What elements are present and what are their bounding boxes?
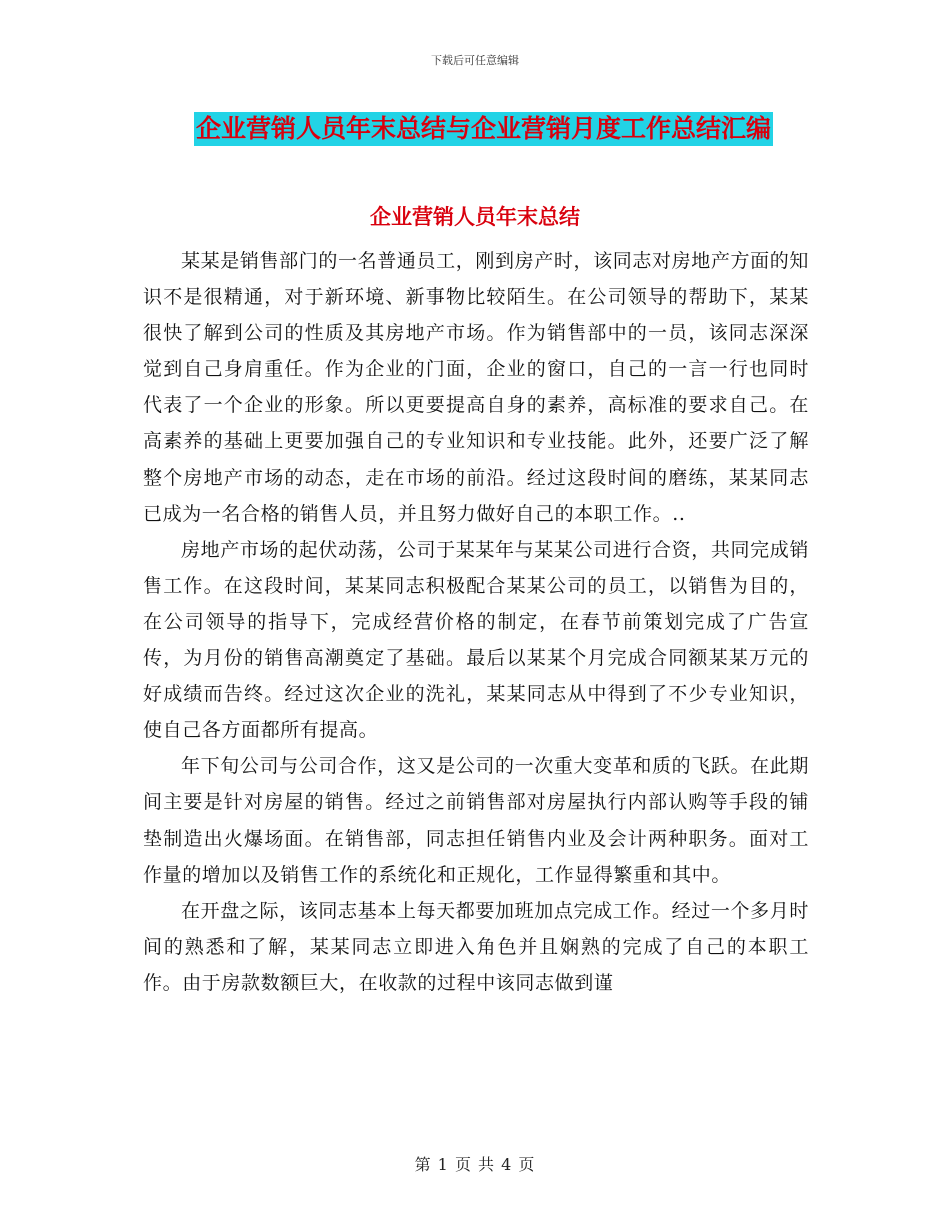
document-body [143, 243, 809, 1001]
body-paragraph: 房地产市场的起伏动荡，公司于某某年与某某公司进行合资，共同完成销售工作。在这段时间，某某同志积极配合某某公司的员工，以销售为目的，在公司领导的指导下，完成经营价格的制定，在春节前策划完成了广告宣传，为月份的销售高潮奠定了基础。最后以某某个月完成合同额某某万元的好成绩而告终。经过这次企业的洗礼，某某同志从中得到了不少专业知识，使自己各方面都所有提高。 [143, 538, 809, 742]
body-paragraph: 某某是销售部门的一名普通员工，刚到房产时，该同志对房地产方面的知识不是很精通，对于新环境、新事物比较陌生。在公司领导的帮助下，某某很快了解到公司的性质及其房地产市场。作为销售部中的一员，该同志深深觉到自己身肩重任。作为企业的门面，企业的窗口，自己的一言一行也同时代表了一个企业的形象。所以更要提高自身的素养，高标准的要求自己。在高素养的基础上更要加强自己的专业知识和专业技能。此外，还要广泛了解整个房地产市场的动态，走在市场的前沿。经过这段时间的磨练，某某同志已成为一名合格的销售人员，并且努力做好自己的本职工作。.. [143, 250, 809, 525]
total-pages-number: 4 [501, 1155, 513, 1174]
body-paragraph: 在开盘之际，该同志基本上每天都要加班加点完成工作。经过一个多月时间的熟悉和了解，某某同志立即进入角色并且娴熟的完成了自己的本职工作。由于房款数额巨大，在收款的过程中该同志做到谨 [143, 899, 809, 994]
page-header-note: 下载后可任意编辑 [431, 54, 519, 67]
page-footer [0, 1155, 950, 1175]
page-label-suffix: 页 [518, 1155, 536, 1174]
page-label-mid: 页 共 [454, 1155, 496, 1174]
body-paragraph: 年下旬公司与公司合作，这又是公司的一次重大变革和质的飞跃。在此期间主要是针对房屋的销售。经过之前销售部对房屋执行内部认购等手段的铺垫制造出火爆场面。在销售部，同志担任销售内业及会计两种职务。面对工作量的增加以及销售工作的系统化和正规化，工作显得繁重和其中。 [143, 755, 809, 886]
page-label-prefix: 第 [414, 1155, 432, 1174]
section-title: 企业营销人员年末总结 [370, 204, 580, 229]
current-page-number: 1 [437, 1155, 449, 1174]
document-main-title: 企业营销人员年末总结与企业营销月度工作总结汇编 [194, 112, 773, 146]
